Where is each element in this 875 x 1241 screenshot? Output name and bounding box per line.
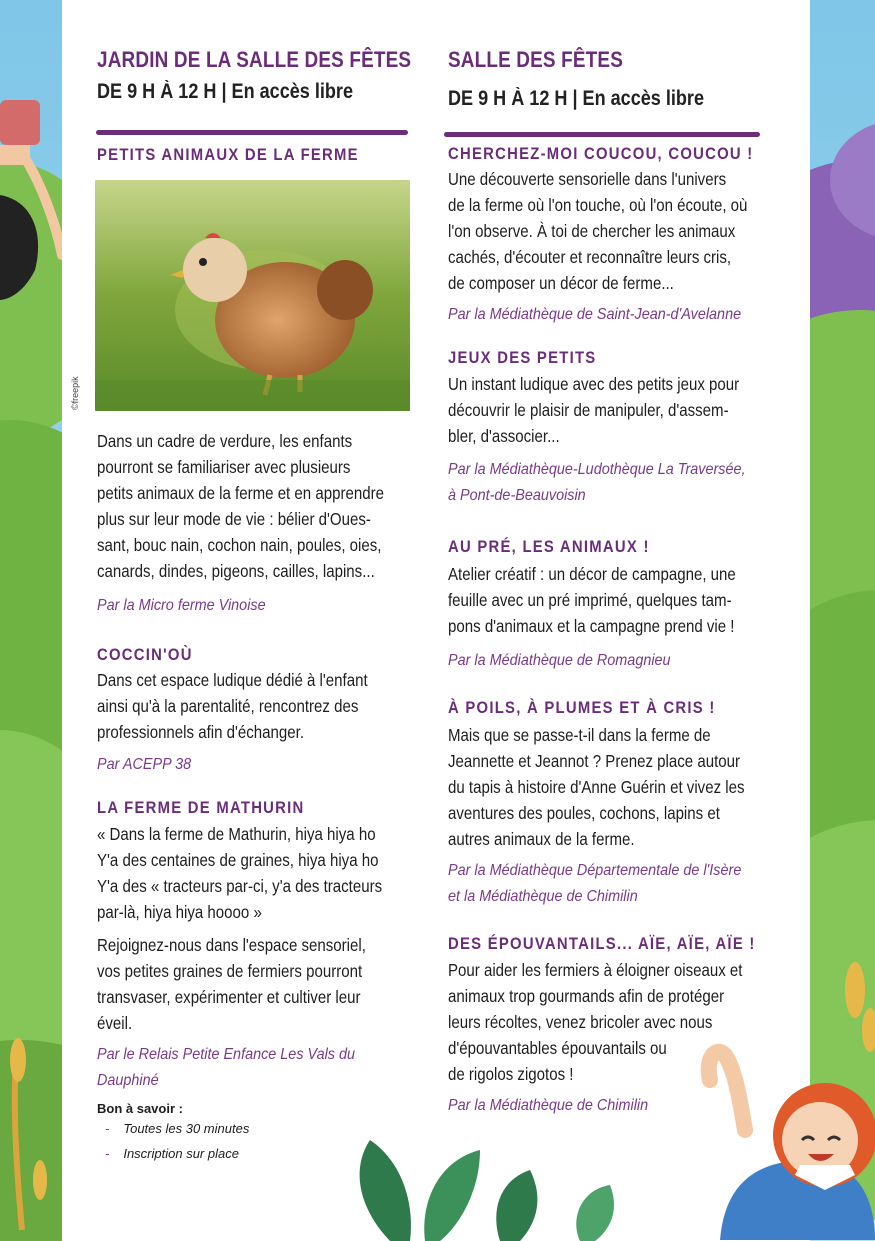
section-title-epouvantails: DES ÉPOUVANTAILS... AÏE, AÏE, AÏE ! (448, 935, 756, 953)
section-credit-jeux-des-petits: Par la Médiathèque-Ludothèque La Traversée, à Pont-de-Beauvoisin (448, 461, 746, 504)
section-body-a-poils: Mais que se passe-t-il dans la ferme de Jeannette et Jeannot ? Prenez place autour du tapis à histoire d'Anne Guérin et vivez les aventures des poules, cochons, lapins et autres animaux de la ferme. (448, 725, 745, 849)
bon-a-savoir-item: - Inscription sur place (105, 1146, 239, 1161)
section-title-ferme-mathurin: LA FERME DE MATHURIN (97, 799, 305, 817)
section-body-cherchez-moi: Une découverte sensorielle dans l'univers de la ferme où l'on touche, où l'on écoute, où l'on observe. À toi de chercher les animaux cachés, d'écouter et reconnaître leurs cris, de composer un décor de ferme... (448, 169, 748, 293)
section-body-ferme-mathurin: Rejoignez-nous dans l'espace sensoriel, vos petites graines de fermiers pourront transvaser, expérimenter et cultiver leur éveil. (97, 935, 366, 1033)
section-body-coccinou: Dans cet espace ludique dédié à l'enfant ainsi qu'à la parentalité, rencontrez des professionnels afin d'échanger. (97, 670, 368, 742)
section-body-au-pre: Atelier créatif : un décor de campagne, une feuille avec un pré imprimé, quelques tam- pons d'animaux et la campagne prend vie ! (448, 564, 736, 636)
section-credit-coccinou: Par ACEPP 38 (97, 756, 192, 773)
section-title-a-poils: À POILS, À PLUMES ET À CRIS ! (448, 699, 716, 717)
section-credit-epouvantails: Par la Médiathèque de Chimilin (448, 1097, 649, 1114)
chicken-photo (95, 180, 410, 411)
section-credit-cherchez-moi: Par la Médiathèque de Saint-Jean-d'Avelanne (448, 306, 742, 323)
section-title-cherchez-moi: CHERCHEZ-MOI COUCOU, COUCOU ! (448, 145, 754, 163)
section-credit-a-poils: Par la Médiathèque Départementale de l'Isère et la Médiathèque de Chimilin (448, 862, 742, 905)
right-header-title: SALLE DES FÊTES (448, 47, 623, 72)
section-credit-petits-animaux: Par la Micro ferme Vinoise (97, 597, 266, 614)
bon-a-savoir-title: Bon à savoir : (97, 1101, 183, 1116)
left-header-title: JARDIN DE LA SALLE DES FÊTES (97, 47, 412, 72)
leaves-decoration (330, 1130, 630, 1241)
photo-credit: ©freepik (70, 376, 80, 410)
section-credit-au-pre: Par la Médiathèque de Romagnieu (448, 652, 671, 669)
bon-a-savoir-item: - Toutes les 30 minutes (105, 1121, 250, 1136)
right-header-rule (444, 132, 760, 137)
section-title-coccinou: COCCIN'OÙ (97, 646, 193, 664)
bullet-dash-icon: - (105, 1121, 110, 1136)
right-header-sub: DE 9 H À 12 H | En accès libre (448, 87, 704, 110)
section-title-jeux-des-petits: JEUX DES PETITS (448, 349, 597, 367)
section-body-petits-animaux: Dans un cadre de verdure, les enfants pourront se familiariser avec plusieurs petits animaux de la ferme et en apprendre plus sur leur mode de vie : bélier d'Oues- sant, bouc nain, cochon nain, poules, oies, canards, dindes, pigeons, cailles, lapins... (97, 431, 384, 581)
section-body-epouvantails: Pour aider les fermiers à éloigner oiseaux et animaux trop gourmands afin de protéger leurs récoltes, venez bricoler avec nous d'épouvantables épouvantails ou de rigolos zigotos ! (448, 960, 743, 1084)
section-body-ferme-mathurin-song: « Dans la ferme de Mathurin, hiya hiya ho Y'a des centaines de graines, hiya hiya ho Y'a des « tracteurs par-ci, y'a des tracteurs par-là, hiya hiya hoooo » (97, 824, 383, 922)
section-title-petits-animaux: PETITS ANIMAUX DE LA FERME (97, 146, 359, 164)
section-credit-ferme-mathurin: Par le Relais Petite Enfance Les Vals du Dauphiné (97, 1046, 356, 1089)
section-title-au-pre: AU PRÉ, LES ANIMAUX ! (448, 538, 650, 556)
left-header-sub: DE 9 H À 12 H | En accès libre (97, 80, 353, 103)
section-body-jeux-des-petits: Un instant ludique avec des petits jeux pour découvrir le plaisir de manipuler, d'assem- bler, d'associer... (448, 374, 740, 446)
bullet-dash-icon: - (105, 1146, 110, 1161)
left-header-rule (96, 130, 408, 135)
